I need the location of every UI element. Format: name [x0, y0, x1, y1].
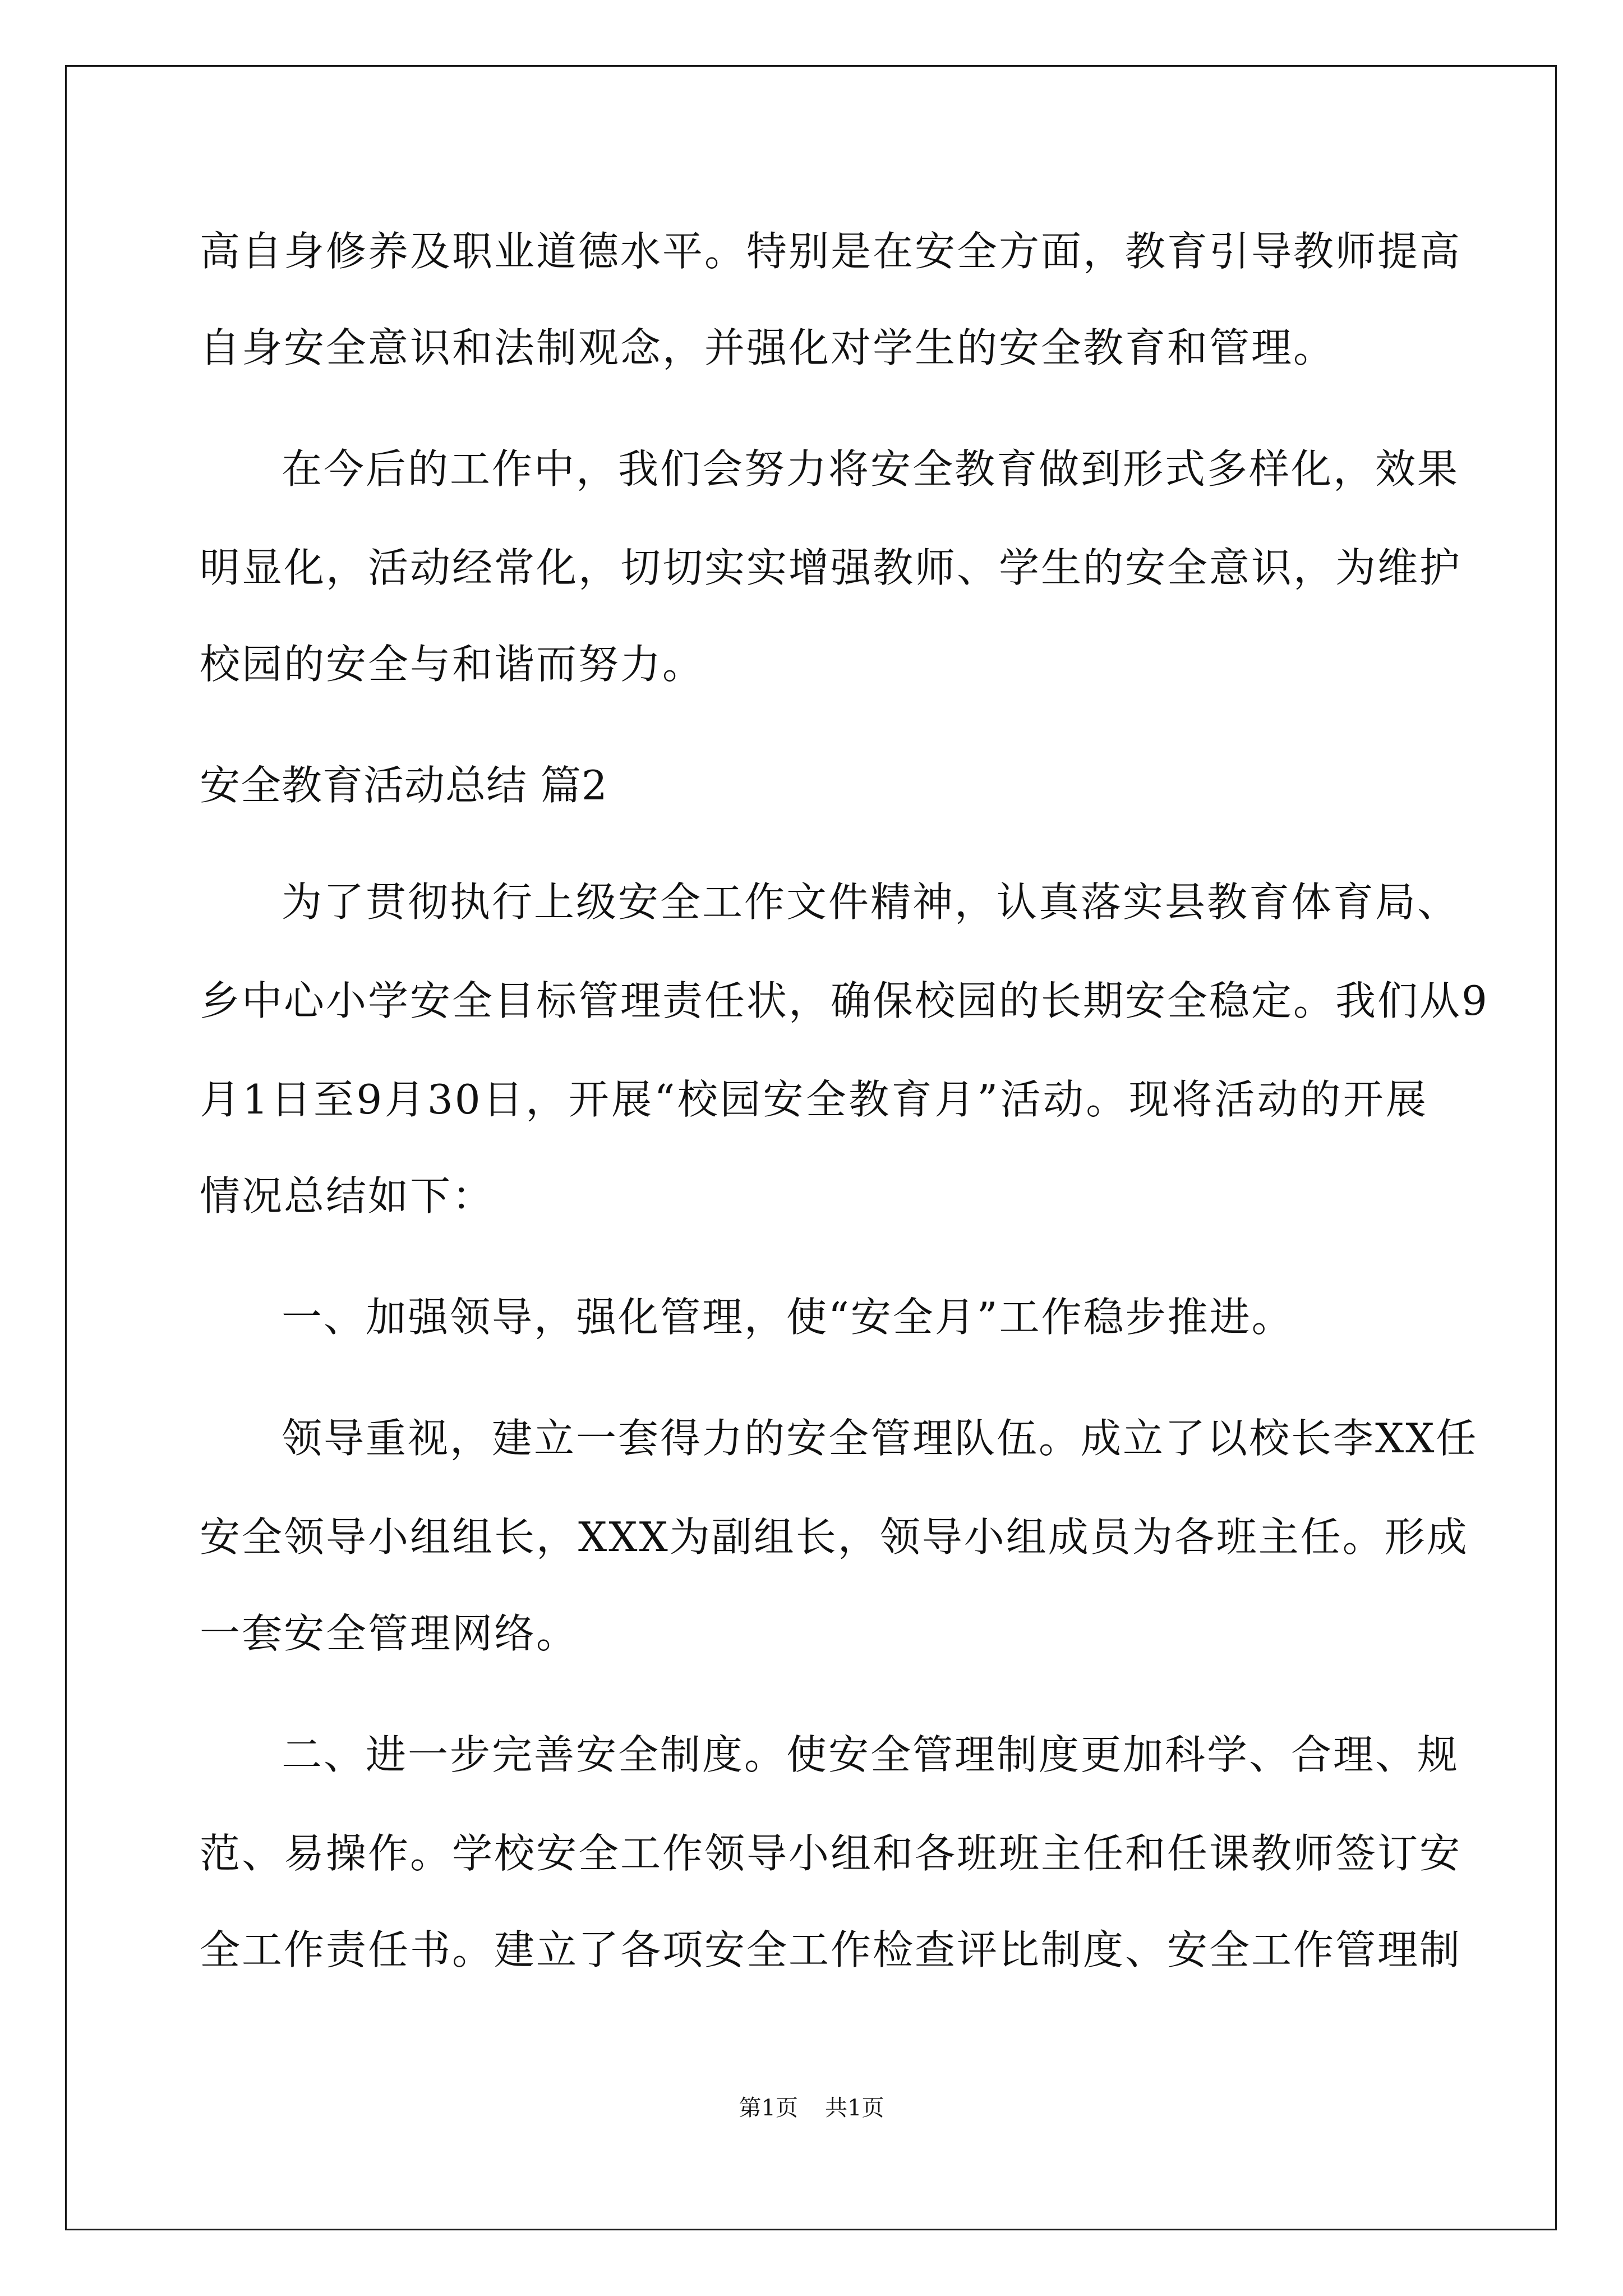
text-line: 在今后的工作中，我们会努力将安全教育做到形式多样化，效果: [282, 445, 1460, 493]
text-line: 安全领导小组组长，XXX为副组长，领导小组成员为各班主任。形成: [200, 1513, 1469, 1561]
text-line: 校园的安全与和谐而努力。: [200, 641, 705, 688]
text-line: 一套安全管理网络。: [200, 1610, 579, 1657]
text-line: 一、加强领导，强化管理，使“安全月”工作稳步推进。: [282, 1294, 1294, 1341]
text-line: 自身安全意识和法制观念，并强化对学生的安全教育和管理。: [200, 324, 1336, 371]
text-line: 全工作责任书。建立了各项安全工作检查评比制度、安全工作管理制: [200, 1926, 1462, 1973]
text-line: 范、易操作。学校安全工作领导小组和各班班主任和任课教师签订安: [200, 1830, 1462, 1877]
text-line: 为了贯彻执行上级安全工作文件精神，认真落实县教育体育局、: [282, 878, 1460, 926]
text-line: 月1日至9月30日，开展“校园安全教育月”活动。现将活动的开展: [200, 1076, 1428, 1123]
page-footer: [0, 2092, 1623, 2124]
text-line: 情况总结如下：: [200, 1172, 495, 1220]
page-border: [65, 65, 1557, 2230]
text-line: 乡中心小学安全目标管理责任状，确保校园的长期安全稳定。我们从9: [200, 977, 1489, 1024]
text-line: 高自身修养及职业道德水平。特别是在安全方面，教育引导教师提高: [200, 228, 1462, 275]
page-number: 第1页: [739, 2095, 798, 2121]
text-line: 明显化，活动经常化，切切实实增强教师、学生的安全意识，为维护: [200, 544, 1462, 591]
page-total: 共1页: [825, 2095, 884, 2121]
text-line: 领导重视，建立一套得力的安全管理队伍。成立了以校长李XX任: [282, 1415, 1478, 1462]
section-heading: 安全教育活动总结 篇2: [200, 762, 608, 809]
text-line: 二、进一步完善安全制度。使安全管理制度更加科学、合理、规: [282, 1731, 1460, 1778]
